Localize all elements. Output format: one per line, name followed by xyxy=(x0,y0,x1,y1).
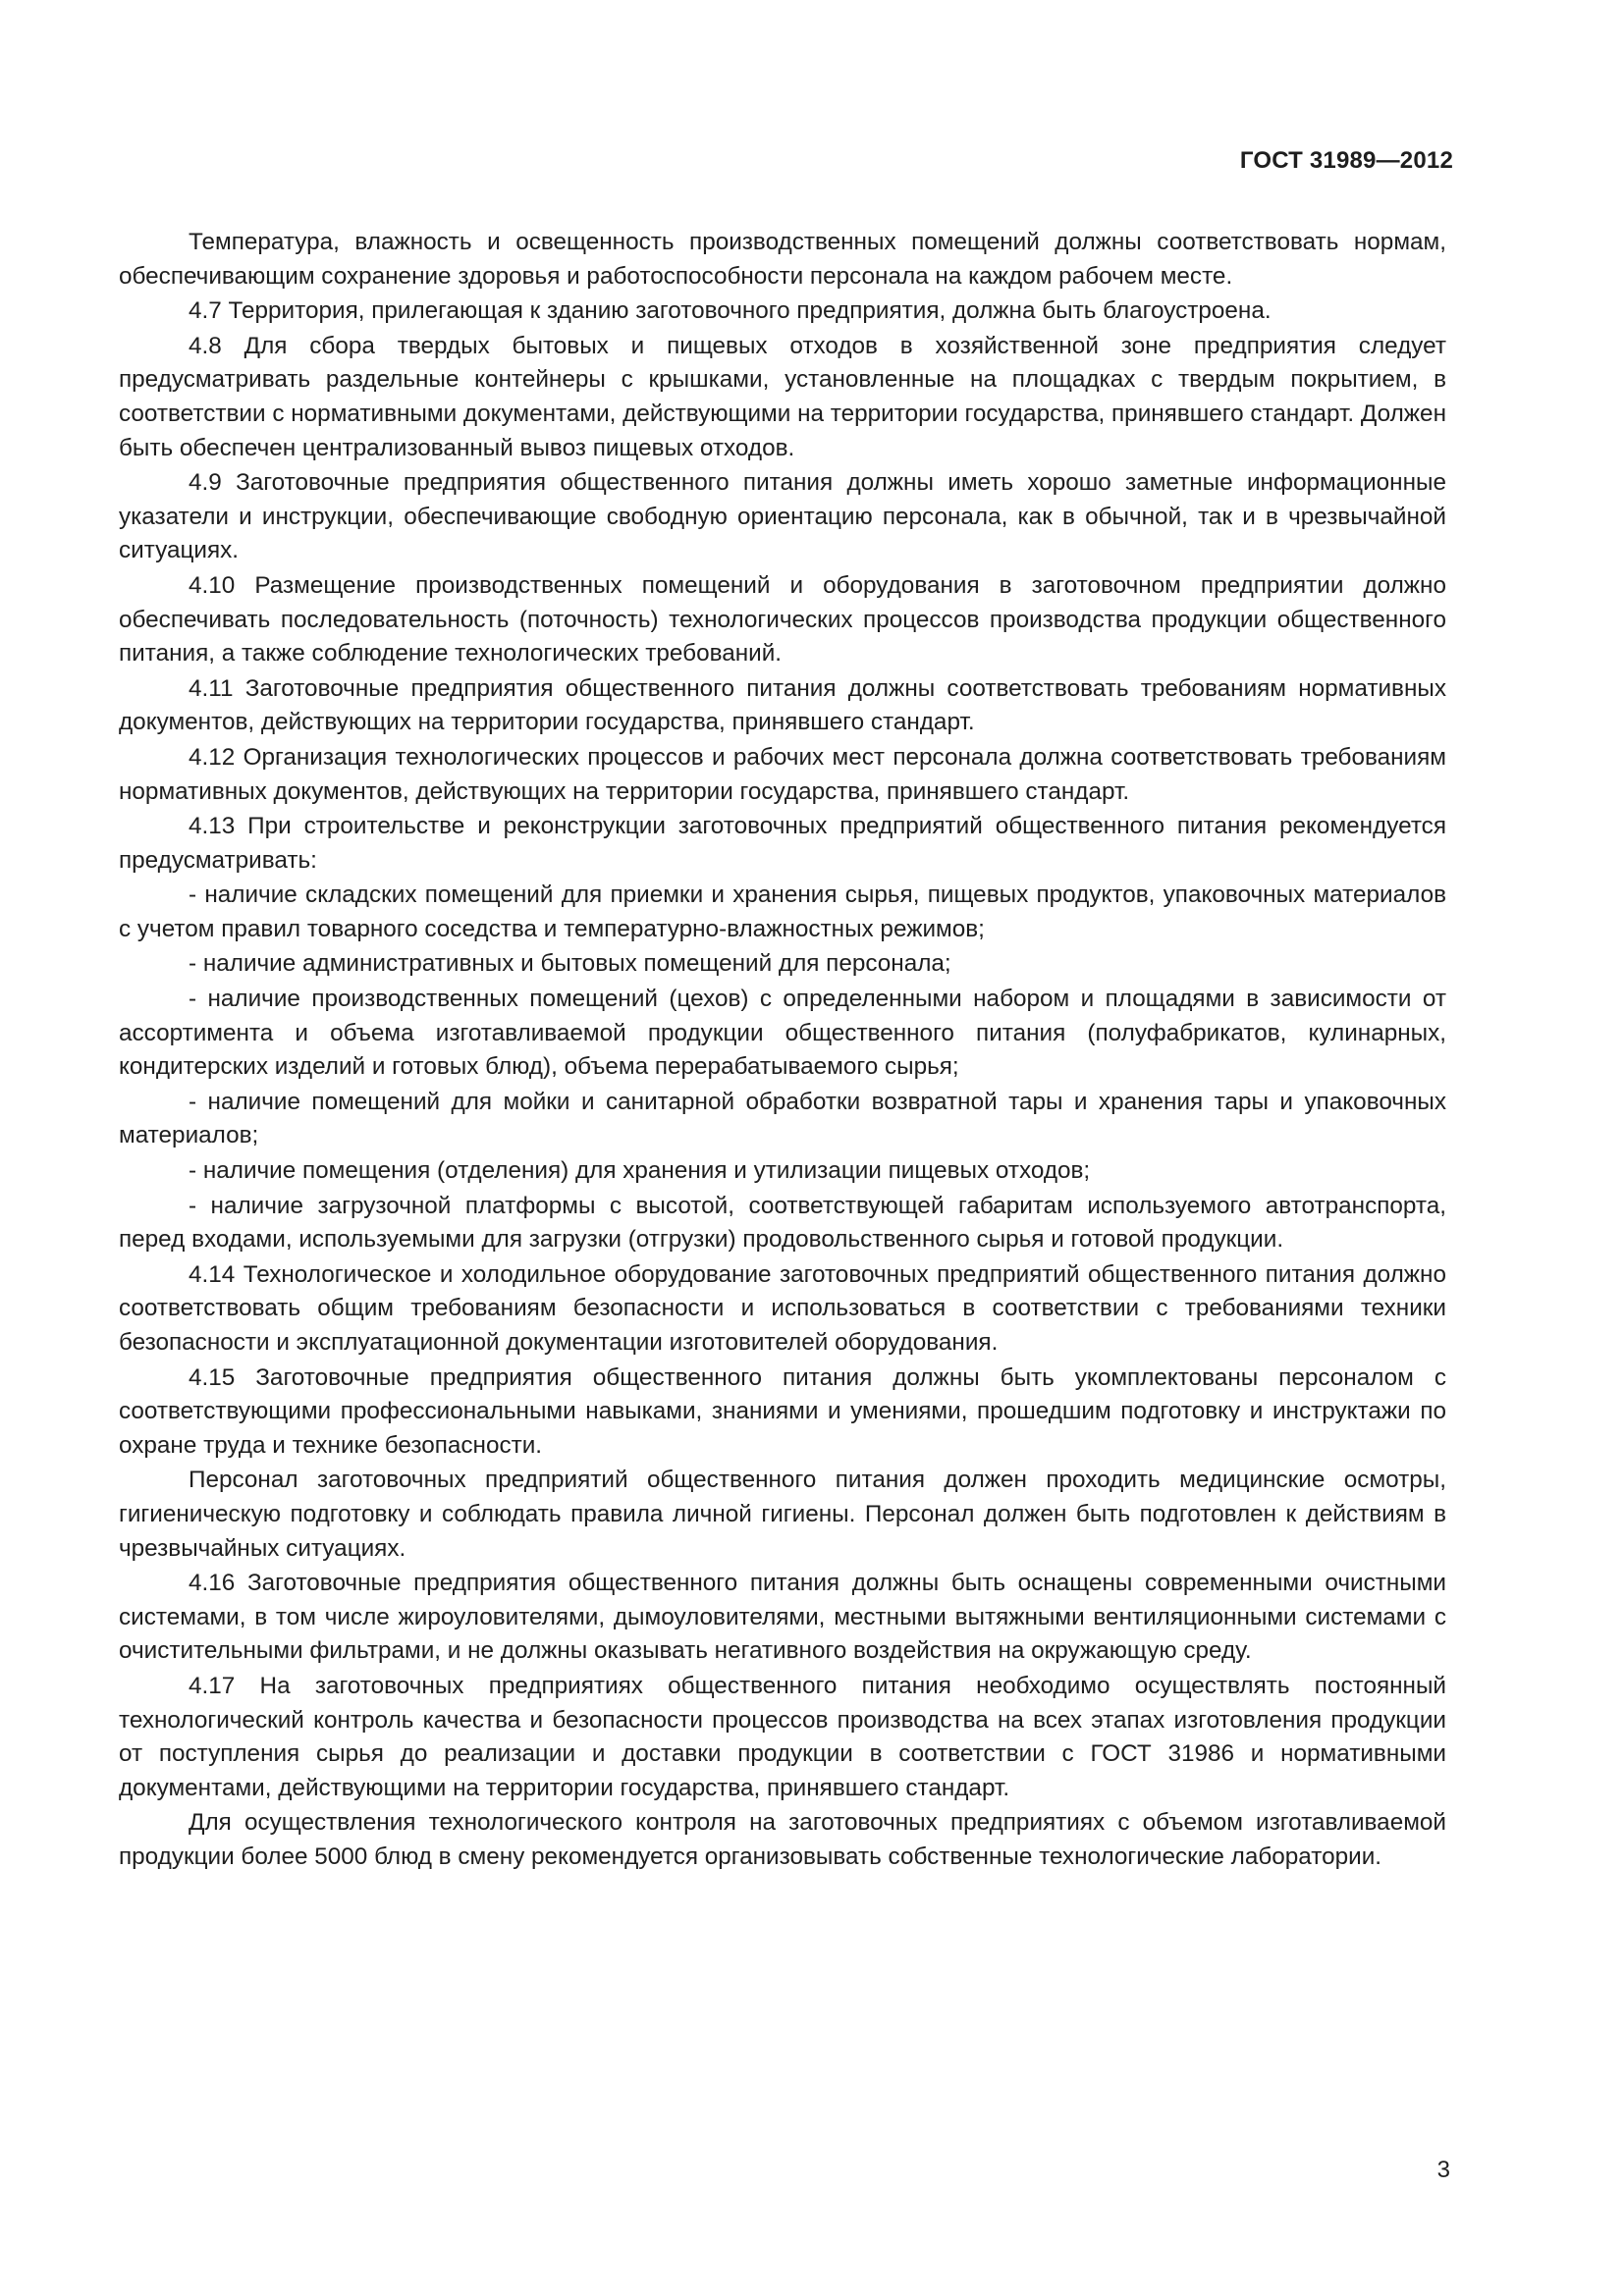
paragraph-4-14: 4.14 Технологическое и холодильное оборудование заготовочных предприятий общественного питания должно соответствовать общим требованиям безопасности и использоваться в соответствии с требованиями техники безопасности и эксплуатационной документации изготовителей оборудования. xyxy=(119,1260,1446,1356)
paragraph-4-17: 4.17 На заготовочных предприятиях общественного питания необходимо осуществлять постоянный технологический контроль качества и безопасности процессов производства на всех этапах изготовления продукции от поступления сырья до реализации и доставки продукции в соответствии с ГОСТ 31986 и нормативными документами, действующими на территории государства, принявшего стандарт. xyxy=(119,1672,1446,1801)
list-item-production: - наличие производственных помещений (цехов) с определенными набором и площадями в зависимости от ассортимента и объема изготавливаемой продукции общественного питания (полуфабрикатов, кулинарных, кондитерских изделий и готовых блюд), объема перерабатываемого сырья; xyxy=(119,986,1446,1081)
list-item-admin: - наличие административных и бытовых помещений для персонала; xyxy=(189,950,951,978)
list-item-storage: - наличие складских помещений для приемки и хранения сырья, пищевых продуктов, упаковочных материалов с учетом правил товарного соседства и температурно-влажностных режимов; xyxy=(119,881,1446,942)
paragraph-4-13: 4.13 При строительстве и реконструкции заготовочных предприятий общественного питания рекомендуется предусматривать: xyxy=(119,813,1446,874)
list-item-waste: - наличие помещения (отделения) для хранения и утилизации пищевых отходов; xyxy=(189,1157,1091,1185)
paragraph-4-9: 4.9 Заготовочные предприятия общественного питания должны иметь хорошо заметные информационные указатели и инструкции, обеспечивающие свободную ориентацию персонала, как в обычной, так и в чрезвычайной ситуациях. xyxy=(119,469,1446,564)
paragraph-4-7: 4.7 Территория, прилегающая к зданию заготовочного предприятия, должна быть благоустроена. xyxy=(189,297,1272,325)
list-item-washing: - наличие помещений для мойки и санитарной обработки возвратной тары и хранения тары и упаковочных материалов; xyxy=(119,1088,1446,1149)
paragraph-4-16: 4.16 Заготовочные предприятия общественного питания должны быть оснащены современными очистными системами, в том числе жироуловителями, дымоуловителями, местными вытяжными вентиляционными системами с очистительными фильтрами, и не должны оказывать негативного воздействия на окружающую среду. xyxy=(119,1570,1446,1665)
paragraph-environment: Температура, влажность и освещенность производственных помещений должны соответствовать нормам, обеспечивающим сохранение здоровья и работоспособности персонала на каждом рабочем месте. xyxy=(119,229,1446,290)
document-header: ГОСТ 31989—2012 xyxy=(1239,147,1453,174)
paragraph-laboratories: Для осуществления технологического контроля на заготовочных предприятиях с объемом изготавливаемой продукции более 5000 блюд в смену рекомендуется организовывать собственные технологические лаборатории. xyxy=(119,1809,1446,1870)
list-item-platform: - наличие загрузочной платформы с высотой, соответствующей габаритам используемого автотранспорта, перед входами, используемыми для загрузки (отгрузки) продовольственного сырья и готовой продукции. xyxy=(119,1192,1446,1254)
paragraph-4-8: 4.8 Для сбора твердых бытовых и пищевых отходов в хозяйственной зоне предприятия следует предусматривать раздельные контейнеры с крышками, установленные на площадках с твердым покрытием, в соответствии с нормативными документами, действующими на территории государства, принявшего стандарт. Должен быть обеспечен централизованный вывоз пищевых отходов. xyxy=(119,332,1446,461)
document-body xyxy=(119,226,1446,1875)
paragraph-4-10: 4.10 Размещение производственных помещений и оборудования в заготовочном предприятии должно обеспечивать последовательность (поточность) технологических процессов производства продукции общественного питания, а также соблюдение технологических требований. xyxy=(119,571,1446,667)
paragraph-4-15: 4.15 Заготовочные предприятия общественного питания должны быть укомплектованы персоналом с соответствующими профессиональными навыками, знаниями и умениями, прошедшим подготовку и инструктажи по охране труда и технике безопасности. xyxy=(119,1363,1446,1459)
paragraph-4-11: 4.11 Заготовочные предприятия общественного питания должны соответствовать требованиям нормативных документов, действующих на территории государства, принявшего стандарт. xyxy=(119,674,1446,736)
page-number: 3 xyxy=(1436,2157,1450,2183)
paragraph-4-12: 4.12 Организация технологических процессов и рабочих мест персонала должна соответствовать требованиям нормативных документов, действующих на территории государства, принявшего стандарт. xyxy=(119,743,1446,805)
paragraph-personnel: Персонал заготовочных предприятий общественного питания должен проходить медицинские осмотры, гигиеническую подготовку и соблюдать правила личной гигиены. Персонал должен быть подготовлен к действиям в чрезвычайных ситуациях. xyxy=(119,1467,1446,1562)
